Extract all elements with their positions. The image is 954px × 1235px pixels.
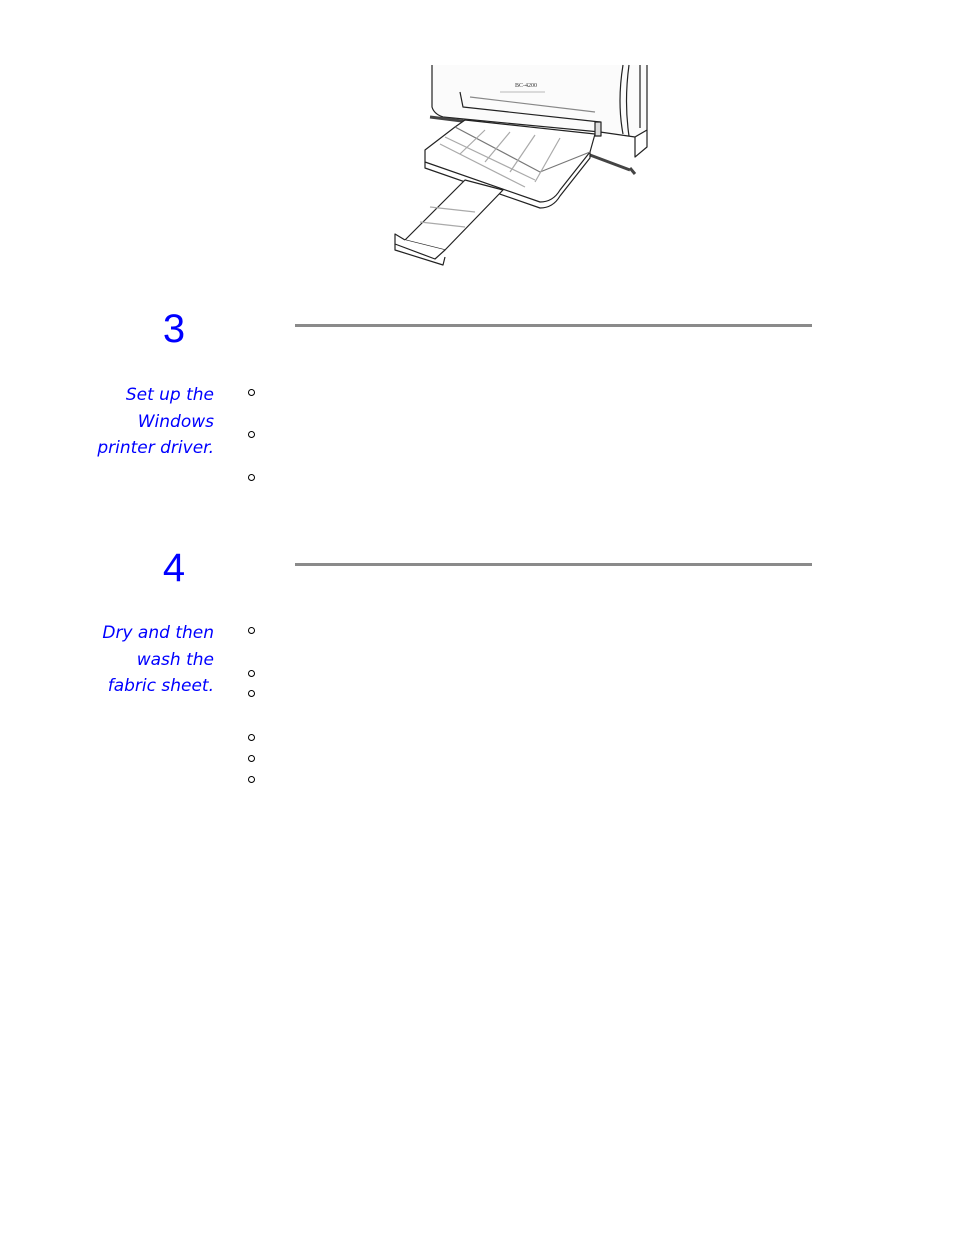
bullet-icon: [247, 775, 257, 785]
printer-with-extended-tray-icon: [385, 62, 660, 267]
printer-illustration: [385, 62, 660, 267]
bullet-icon: [247, 733, 257, 743]
bullet-icon: [247, 430, 257, 440]
step-number: 3: [162, 307, 186, 351]
bullet-icon: [247, 388, 257, 398]
bullet-icon: [247, 669, 257, 679]
svg-text:BC-4200: BC-4200: [515, 83, 538, 89]
bullet-icon: [247, 754, 257, 764]
bullet-icon: [247, 689, 257, 699]
step-divider: [295, 563, 812, 566]
bullet-icon: [247, 626, 257, 636]
step-divider: [295, 324, 812, 327]
step-number: 4: [162, 546, 186, 590]
bullet-icon: [247, 473, 257, 483]
step-label: Set up the Windows printer driver.: [97, 385, 214, 458]
step-label: Dry and then wash the fabric sheet.: [102, 623, 214, 696]
